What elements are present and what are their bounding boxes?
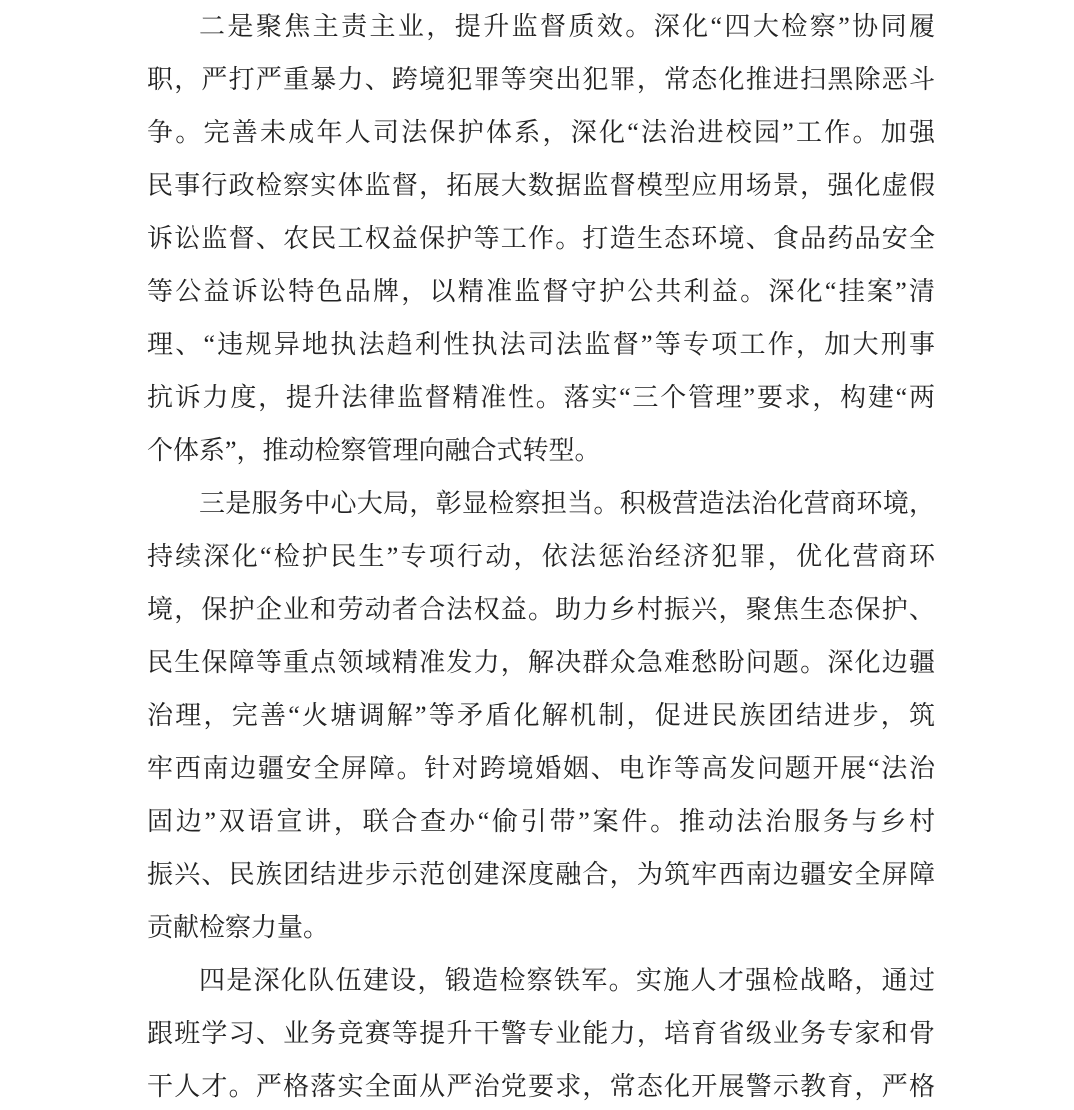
text-line: 干人才。严格落实全面从严治党要求，常态化开展警示教育，严格: [147, 1072, 935, 1101]
document-body: [147, 0, 935, 1110]
text-line: 境，保护企业和劳动者合法权益。助力乡村振兴，聚焦生态保护、: [147, 595, 935, 624]
text-line: 贡献检察力量。: [147, 913, 330, 942]
paragraph: [147, 954, 935, 1110]
text-line: 争。完善未成年人司法保护体系，深化“法治进校园”工作。加强: [147, 118, 935, 147]
text-line: 职，严打严重暴力、跨境犯罪等突出犯罪，常态化推进扫黑除恶斗: [147, 65, 935, 94]
text-line: 民事行政检察实体监督，拓展大数据监督模型应用场景，强化虚假: [147, 171, 935, 200]
paragraph: [147, 477, 935, 954]
text-line: 持续深化“检护民生”专项行动，依法惩治经济犯罪，优化营商环: [147, 542, 935, 571]
text-line: 固边”双语宣讲，联合查办“偷引带”案件。推动法治服务与乡村: [147, 807, 935, 836]
text-line: 等公益诉讼特色品牌，以精准监督守护公共利益。深化“挂案”清: [147, 277, 935, 306]
paragraph: [147, 0, 935, 477]
text-line: 理、“违规异地执法趋利性执法司法监督”等专项工作，加大刑事: [147, 330, 935, 359]
text-line: 跟班学习、业务竞赛等提升干警专业能力，培育省级业务专家和骨: [147, 1019, 935, 1048]
text-line: 三是服务中心大局，彰显检察担当。积极营造法治化营商环境，: [199, 489, 935, 518]
text-line: 民生保障等重点领域精准发力，解决群众急难愁盼问题。深化边疆: [147, 648, 935, 677]
text-line: 振兴、民族团结进步示范创建深度融合，为筑牢西南边疆安全屏障: [147, 860, 935, 889]
text-line: 牢西南边疆安全屏障。针对跨境婚姻、电诈等高发问题开展“法治: [147, 754, 935, 783]
text-line: 抗诉力度，提升法律监督精准性。落实“三个管理”要求，构建“两: [147, 383, 935, 412]
text-line: 个体系”，推动检察管理向融合式转型。: [147, 436, 601, 465]
text-line: 四是深化队伍建设，锻造检察铁军。实施人才强检战略，通过: [199, 966, 935, 995]
text-line: 诉讼监督、农民工权益保护等工作。打造生态环境、食品药品安全: [147, 224, 935, 253]
text-line: 二是聚焦主责主业，提升监督质效。深化“四大检察”协同履: [199, 12, 935, 41]
text-line: 治理，完善“火塘调解”等矛盾化解机制，促进民族团结进步，筑: [147, 701, 935, 730]
